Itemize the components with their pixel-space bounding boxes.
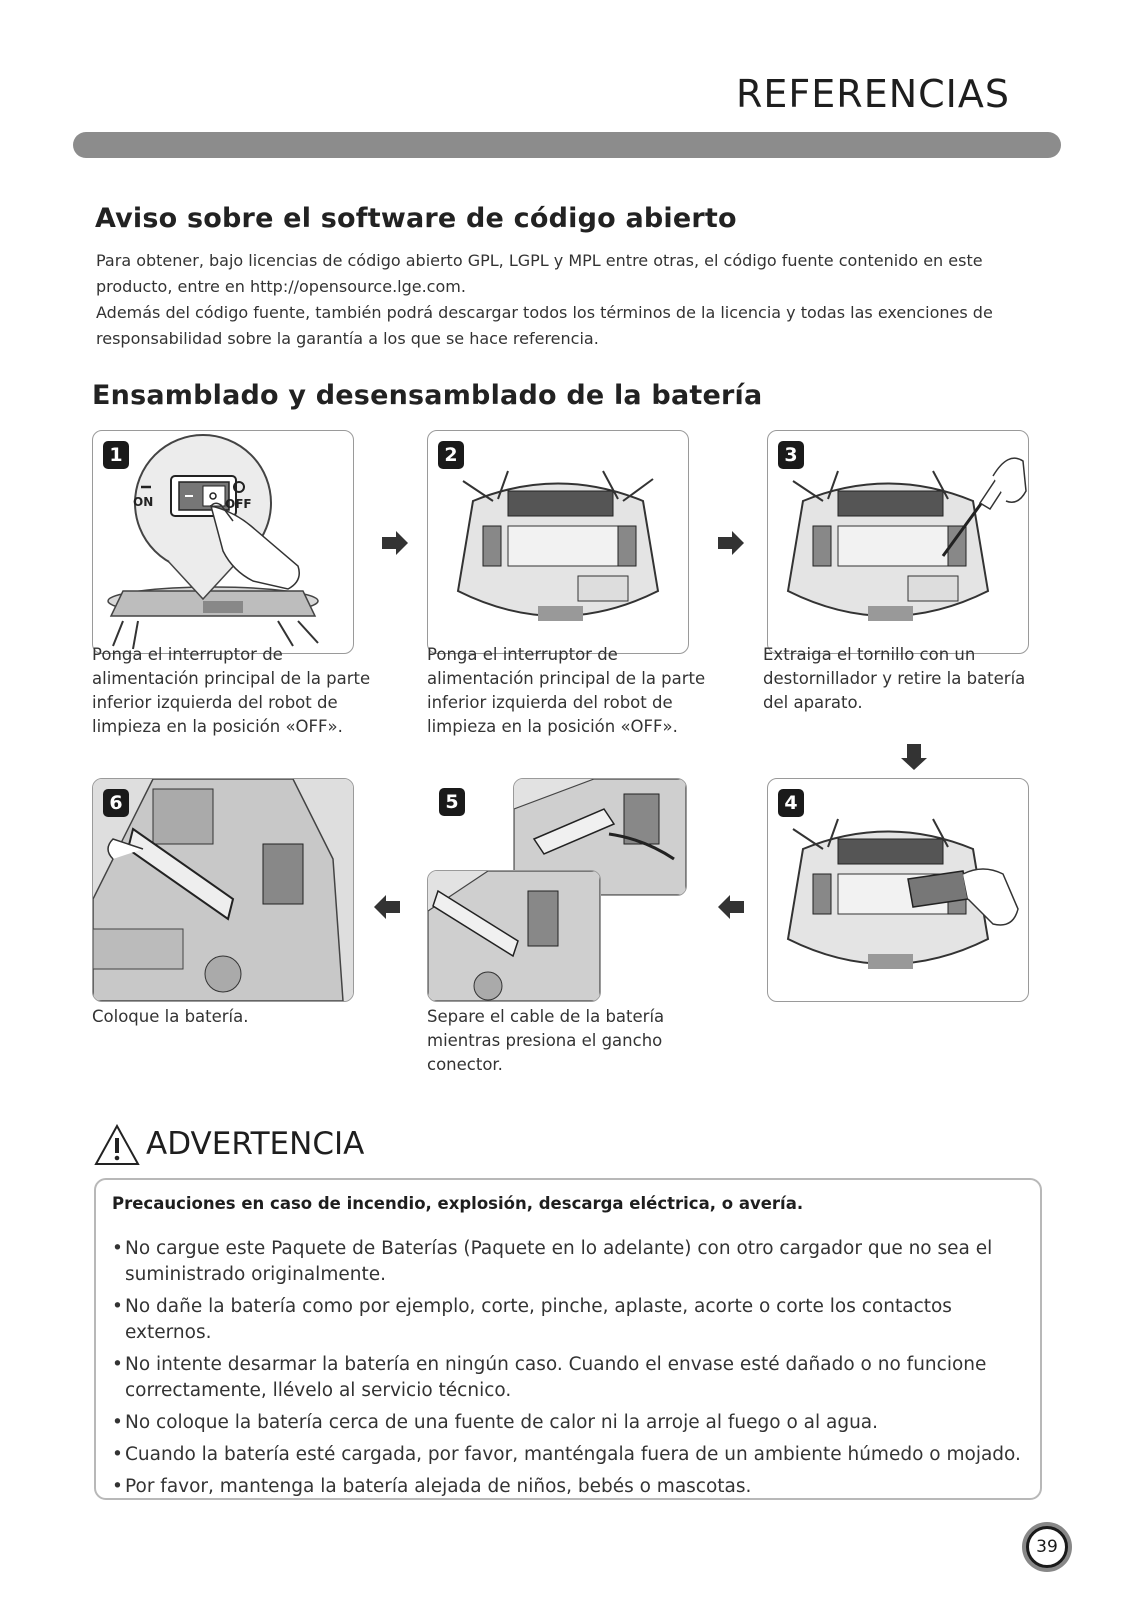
arrow-left-icon — [372, 894, 402, 920]
page-title: REFERENCIAS — [736, 72, 1010, 116]
arrow-left-icon — [716, 894, 746, 920]
open-source-line-1: Para obtener, bajo licencias de código abierto GPL, LGPL y MPL entre otras, el código fuente contenido en este — [96, 251, 983, 270]
step-6-caption: Coloque la batería. — [92, 1007, 249, 1026]
warning-item: • Cuando la batería esté cargada, por favor, manténgala fuera de un ambiente húmedo o mojado. — [112, 1442, 1022, 1468]
step-4-panel — [767, 778, 1029, 1002]
step-3-badge: 3 — [778, 441, 804, 469]
arrow-right-icon — [716, 530, 746, 556]
step-1-badge: 1 — [103, 441, 129, 469]
title-bar — [73, 132, 1061, 158]
step-3-caption: Extraiga el tornillo con un destornillador y retire la batería del aparato. — [763, 645, 1026, 712]
warning-title: ADVERTENCIA — [146, 1126, 365, 1162]
arrow-right-icon — [380, 530, 410, 556]
step-5-panel — [427, 870, 601, 1002]
open-source-line-4: responsabilidad sobre la garantía a los que se hace referencia. — [96, 329, 599, 348]
step-2-badge: 2 — [438, 441, 464, 469]
step-2-panel — [427, 430, 689, 654]
step-5-caption: Separe el cable de la batería mientras presiona el gancho conector. — [427, 1007, 665, 1074]
warning-item: • No intente desarmar la batería en ningún caso. Cuando el envase esté dañado o no funcione correctamente, llévelo al servicio técnico. — [112, 1352, 1022, 1404]
robot-underside-illustration — [428, 431, 688, 653]
remove-battery-illustration — [768, 779, 1028, 1001]
step-2-caption: Ponga el interruptor de alimentación principal de la parte inferior izquierda del robot de limpieza en la posición «OFF». — [427, 645, 706, 736]
switch-on-label: ON — [133, 495, 154, 509]
step-1-caption: Ponga el interruptor de alimentación principal de la parte inferior izquierda del robot de limpieza en la posición «OFF». — [92, 645, 371, 736]
warning-heading: Precauciones en caso de incendio, explosión, descarga eléctrica, o avería. — [112, 1194, 804, 1213]
step-6-panel — [92, 778, 354, 1002]
step-3-panel — [767, 430, 1029, 654]
warning-item: • No coloque la batería cerca de una fuente de calor ni la arroje al fuego o al agua. — [112, 1410, 1022, 1436]
warning-item: • No dañe la batería como por ejemplo, corte, pinche, aplaste, acorte o corte los contactos externos. — [112, 1294, 1022, 1346]
disconnect-cable-illustration — [428, 871, 600, 1001]
open-source-line-2: producto, entre en http://opensource.lge.com. — [96, 277, 466, 296]
page-number: 39 — [1026, 1526, 1068, 1568]
switch-off-label: OFF — [225, 497, 252, 511]
warning-box — [94, 1178, 1042, 1500]
step-4-badge: 4 — [778, 789, 804, 817]
warning-triangle-icon — [94, 1124, 140, 1166]
battery-heading: Ensamblado y desensamblado de la batería — [92, 380, 763, 411]
open-source-line-3: Además del código fuente, también podrá descargar todos los términos de la licencia y todas las exenciones de — [96, 303, 993, 322]
warning-item: • No cargue este Paquete de Baterías (Paquete en lo adelante) con otro cargador que no sea el suministrado originalmente. — [112, 1236, 1022, 1288]
step-6-badge: 6 — [103, 789, 129, 817]
arrow-down-icon — [900, 742, 928, 772]
screwdriver-illustration — [768, 431, 1028, 653]
insert-battery-illustration — [93, 779, 353, 1001]
power-switch-illustration — [93, 431, 353, 653]
open-source-heading: Aviso sobre el software de código abierto — [95, 203, 737, 234]
warning-list — [112, 1236, 1022, 1506]
warning-item: • Por favor, mantenga la batería alejada de niños, bebés o mascotas. — [112, 1474, 1022, 1500]
step-1-panel — [92, 430, 354, 654]
step-5-badge: 5 — [439, 788, 465, 816]
